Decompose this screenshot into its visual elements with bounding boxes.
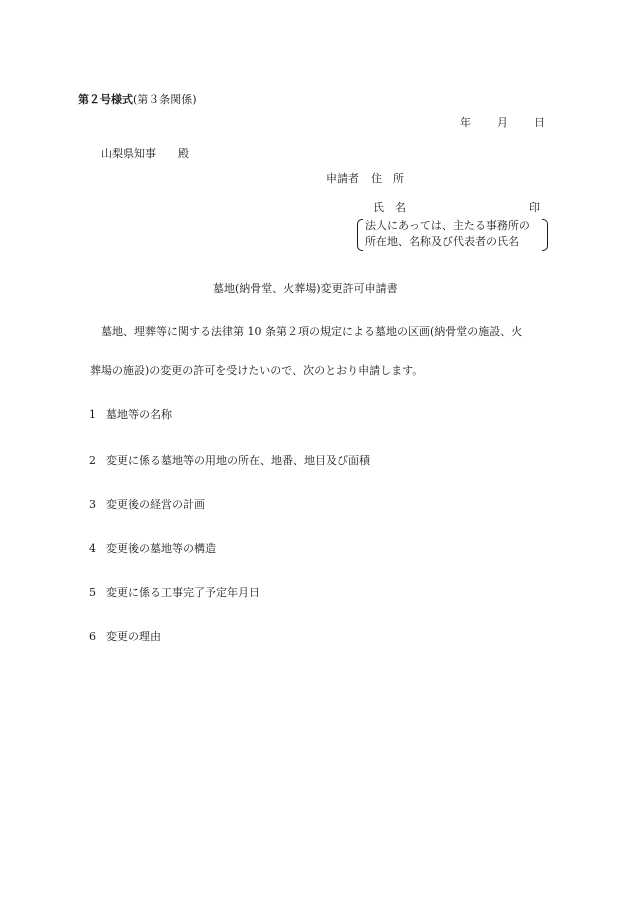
list-item (89, 498, 205, 512)
item-text: 変更に係る工事完了予定年月日 (106, 586, 260, 599)
applicant-line (326, 172, 404, 186)
applicant-label: 申請者 (326, 172, 359, 185)
item-number: 3 (89, 498, 96, 511)
form-number-label: 第２号様式 (78, 93, 133, 106)
item-text: 変更後の墓地等の構造 (106, 542, 216, 555)
list-item (89, 408, 172, 422)
item-number: 2 (89, 454, 96, 467)
body-text-line: 墓地、埋葬等に関する法律第 10 条第２項の規定による墓地の区画(納骨堂の施設、火 (101, 325, 523, 338)
name-line (373, 201, 540, 215)
seal-mark: 印 (529, 201, 540, 214)
form-number-article: (第３条関係) (133, 93, 197, 106)
address-label: 住 所 (371, 172, 404, 185)
date-line (460, 116, 545, 130)
date-year: 年 (460, 116, 471, 129)
item-number: 6 (89, 630, 96, 643)
corporate-note (357, 218, 548, 250)
item-number: 5 (89, 586, 96, 599)
item-text: 変更に係る墓地等の用地の所在、地番、地目及び面積 (106, 454, 370, 467)
body-text-line: 葬場の施設)の変更の許可を受けたいので、次のとおり申請します。 (90, 364, 424, 377)
date-day: 日 (534, 116, 545, 129)
document-title: 墓地(納骨堂、火葬場)変更許可申請書 (213, 282, 398, 295)
item-text: 墓地等の名称 (106, 408, 172, 421)
item-number: 4 (89, 542, 96, 555)
item-text: 変更後の経営の計画 (106, 498, 205, 511)
left-bracket (357, 219, 363, 251)
list-item (89, 454, 370, 468)
list-item (89, 542, 216, 556)
corporate-note-line: 所在地、名称及び代表者の氏名 (365, 235, 519, 248)
corporate-note-line: 法人にあっては、主たる事務所の (365, 219, 530, 232)
addressee-name: 山梨県知事 (101, 147, 156, 160)
corporate-note-text (365, 218, 530, 250)
right-bracket (542, 219, 548, 251)
addressee-suffix: 殿 (178, 147, 189, 160)
list-item (89, 630, 161, 644)
item-text: 変更の理由 (106, 630, 161, 643)
addressee (101, 147, 189, 161)
item-number: 1 (89, 408, 96, 421)
date-month: 月 (497, 116, 508, 129)
name-label: 氏 名 (373, 201, 406, 214)
form-number (78, 93, 197, 107)
list-item (89, 586, 260, 600)
